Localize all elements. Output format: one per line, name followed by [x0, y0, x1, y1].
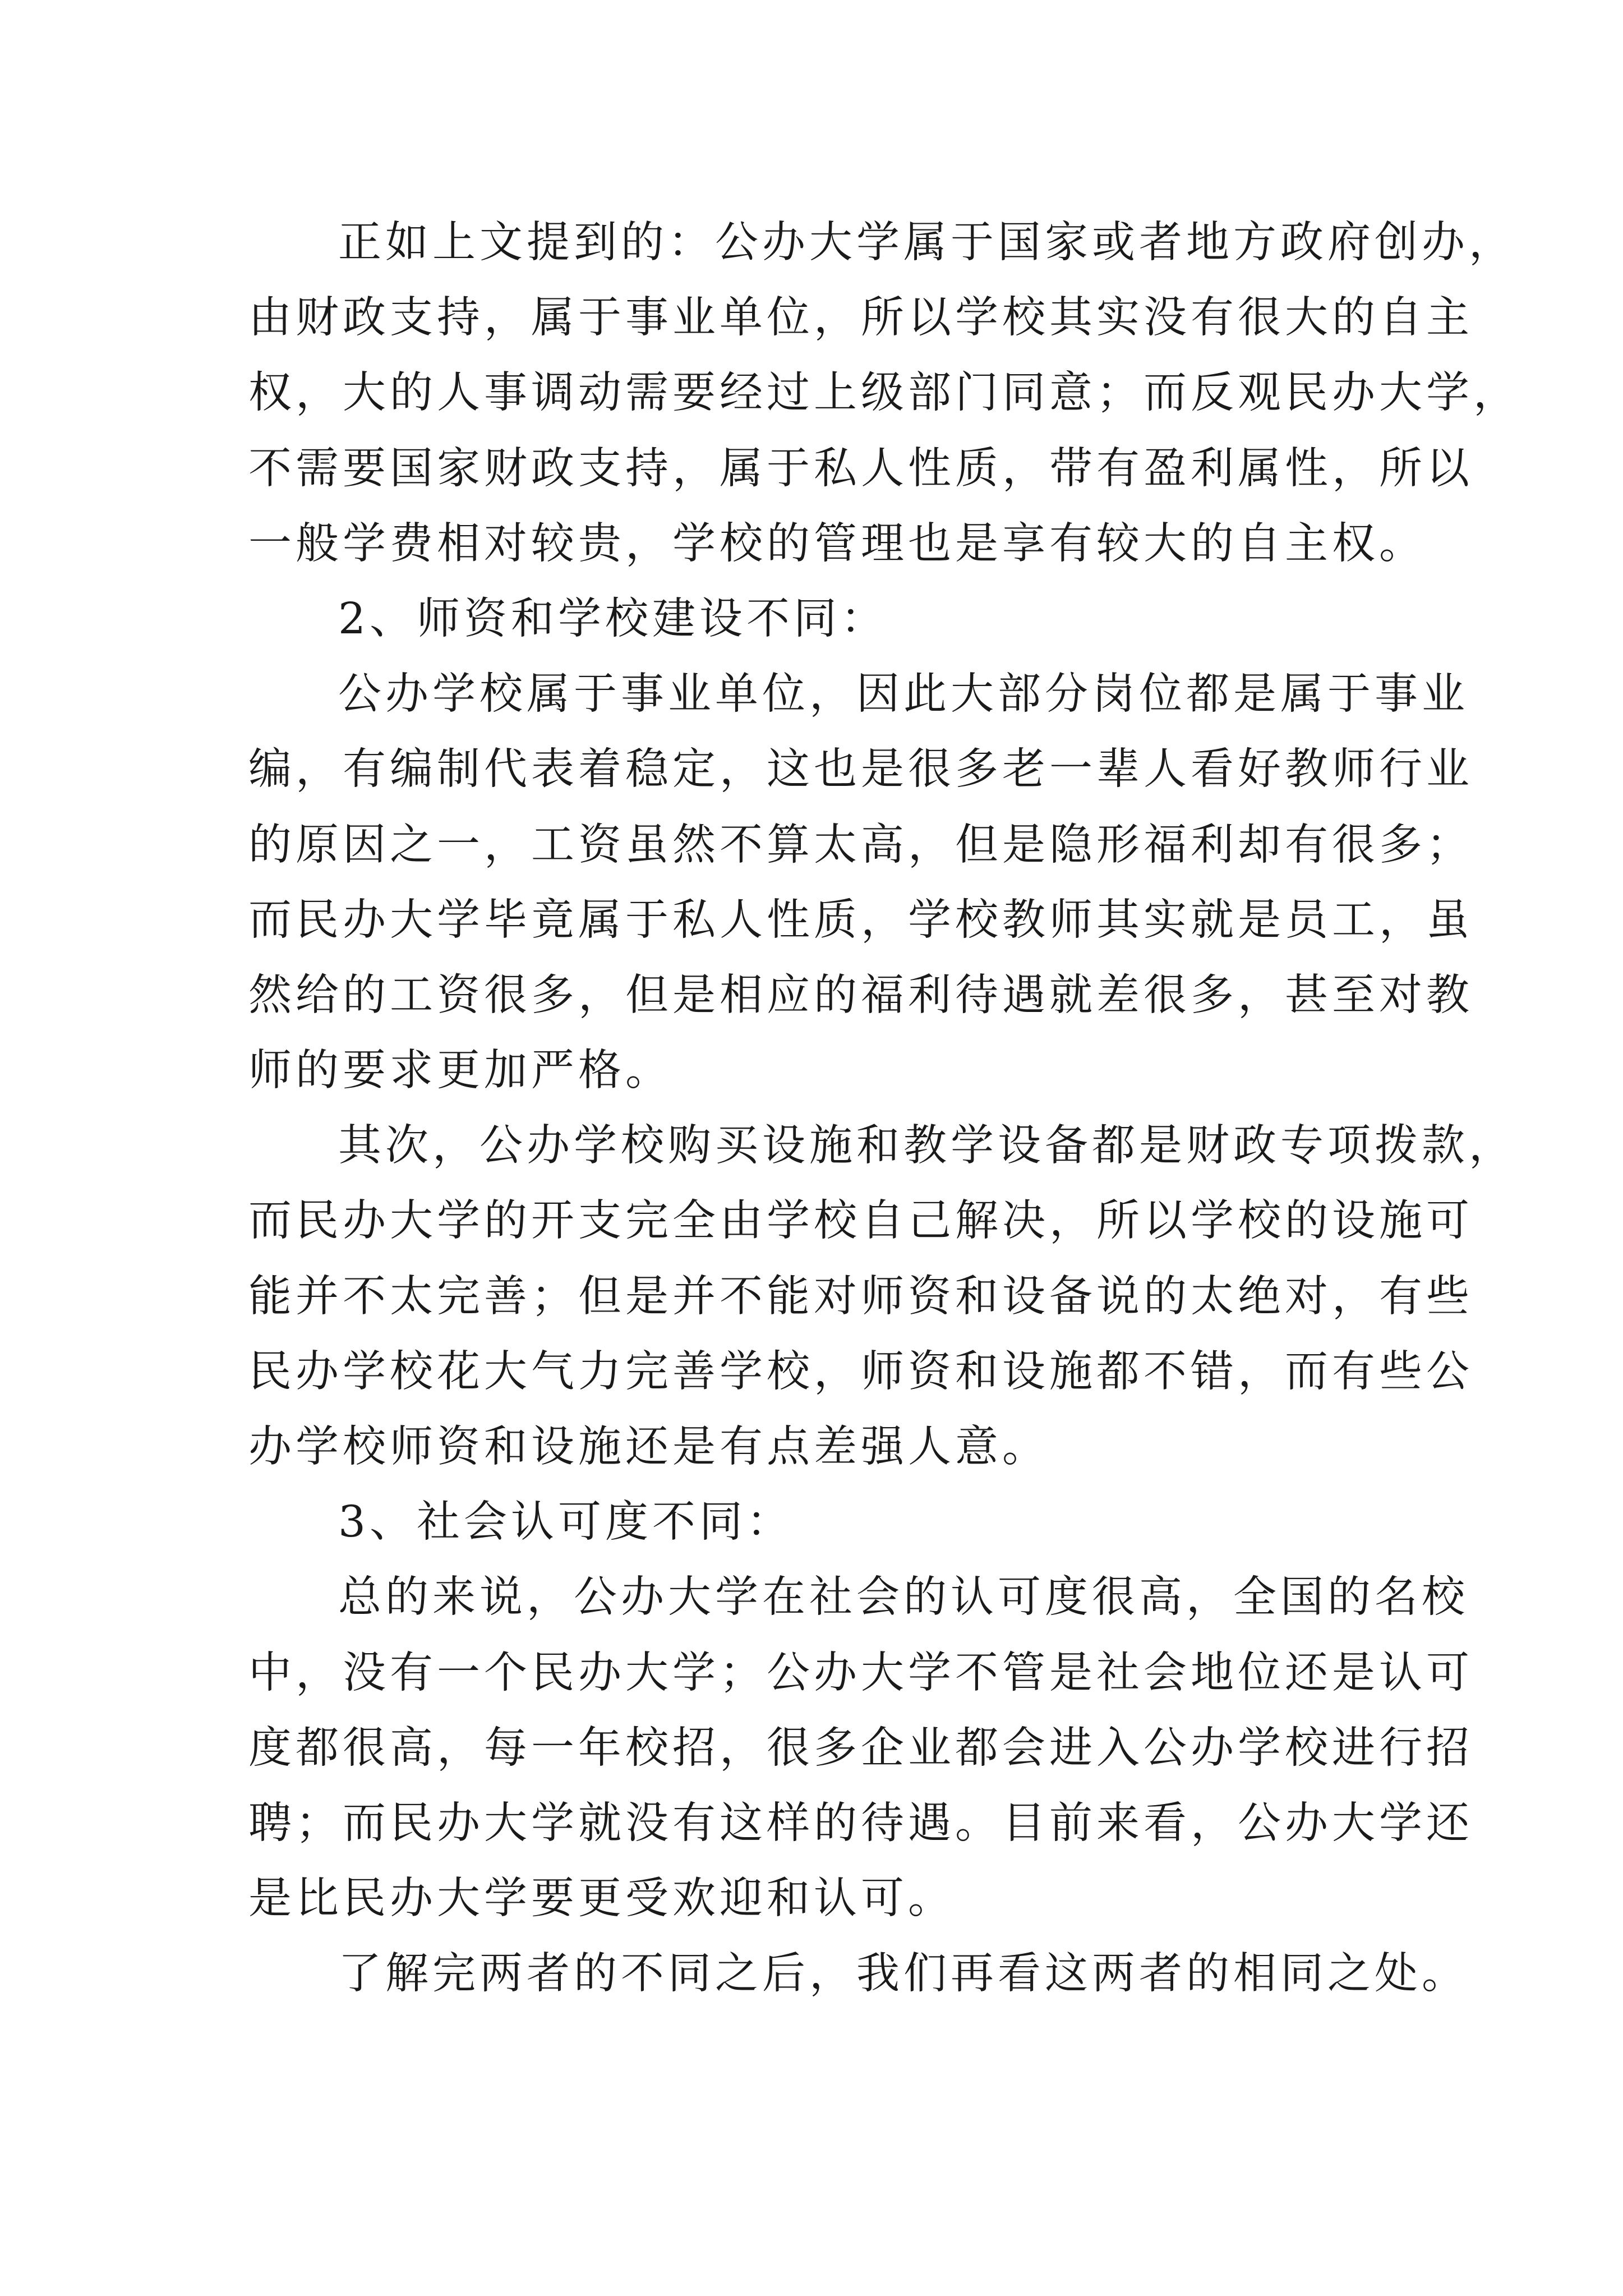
text-line: 的原因之一，工资虽然不算太高，但是隐形福利却有很多；	[248, 820, 1473, 870]
text-line: 其次，公办学校购买设施和教学设备都是财政专项拨款，	[338, 1121, 1516, 1171]
document-body	[248, 205, 1520, 2012]
text-line: 办学校师资和设施还是有点差强人意。	[248, 1422, 1049, 1472]
text-line: 聘；而民办大学就没有这样的待遇。目前来看，公办大学还	[248, 1798, 1473, 1848]
text-line: 正如上文提到的：公办大学属于国家或者地方政府创办，	[338, 218, 1516, 268]
text-line: 而民办大学的开支完全由学校自己解决，所以学校的设施可	[248, 1196, 1473, 1246]
section-heading: 2、师资和学校建设不同：	[338, 593, 888, 644]
section-heading: 3、社会认可度不同：	[338, 1497, 794, 1548]
text-line: 度都很高，每一年校招，很多企业都会进入公办学校进行招	[248, 1723, 1473, 1773]
text-line: 中，没有一个民办大学；公办大学不管是社会地位还是认可	[248, 1648, 1473, 1698]
text-line: 民办学校花大气力完善学校，师资和设施都不错，而有些公	[248, 1346, 1473, 1397]
text-line: 不需要国家财政支持，属于私人性质，带有盈利属性，所以	[248, 443, 1473, 494]
text-line: 总的来说，公办大学在社会的认可度很高，全国的名校	[338, 1572, 1469, 1623]
text-line: 编，有编制代表着稳定，这也是很多老一辈人看好教师行业	[248, 744, 1473, 795]
text-line: 师的要求更加严格。	[248, 1046, 672, 1096]
text-line: 了解完两者的不同之后，我们再看这两者的相同之处。	[338, 1949, 1469, 1999]
text-line: 公办学校属于事业单位，因此大部分岗位都是属于事业	[338, 669, 1469, 720]
text-line: 而民办大学毕竟属于私人性质，学校教师其实就是员工，虽	[248, 895, 1473, 945]
text-line: 一般学费相对较贵，学校的管理也是享有较大的自主权。	[248, 518, 1426, 569]
text-line: 是比民办大学要更受欢迎和认可。	[248, 1874, 955, 1924]
text-line: 权，大的人事调动需要经过上级部门同意；而反观民办大学，	[248, 368, 1520, 418]
text-line: 由财政支持，属于事业单位，所以学校其实没有很大的自主	[248, 293, 1473, 343]
text-line: 能并不太完善；但是并不能对师资和设备说的太绝对，有些	[248, 1271, 1473, 1322]
text-line: 然给的工资很多，但是相应的福利待遇就差很多，甚至对教	[248, 970, 1473, 1020]
